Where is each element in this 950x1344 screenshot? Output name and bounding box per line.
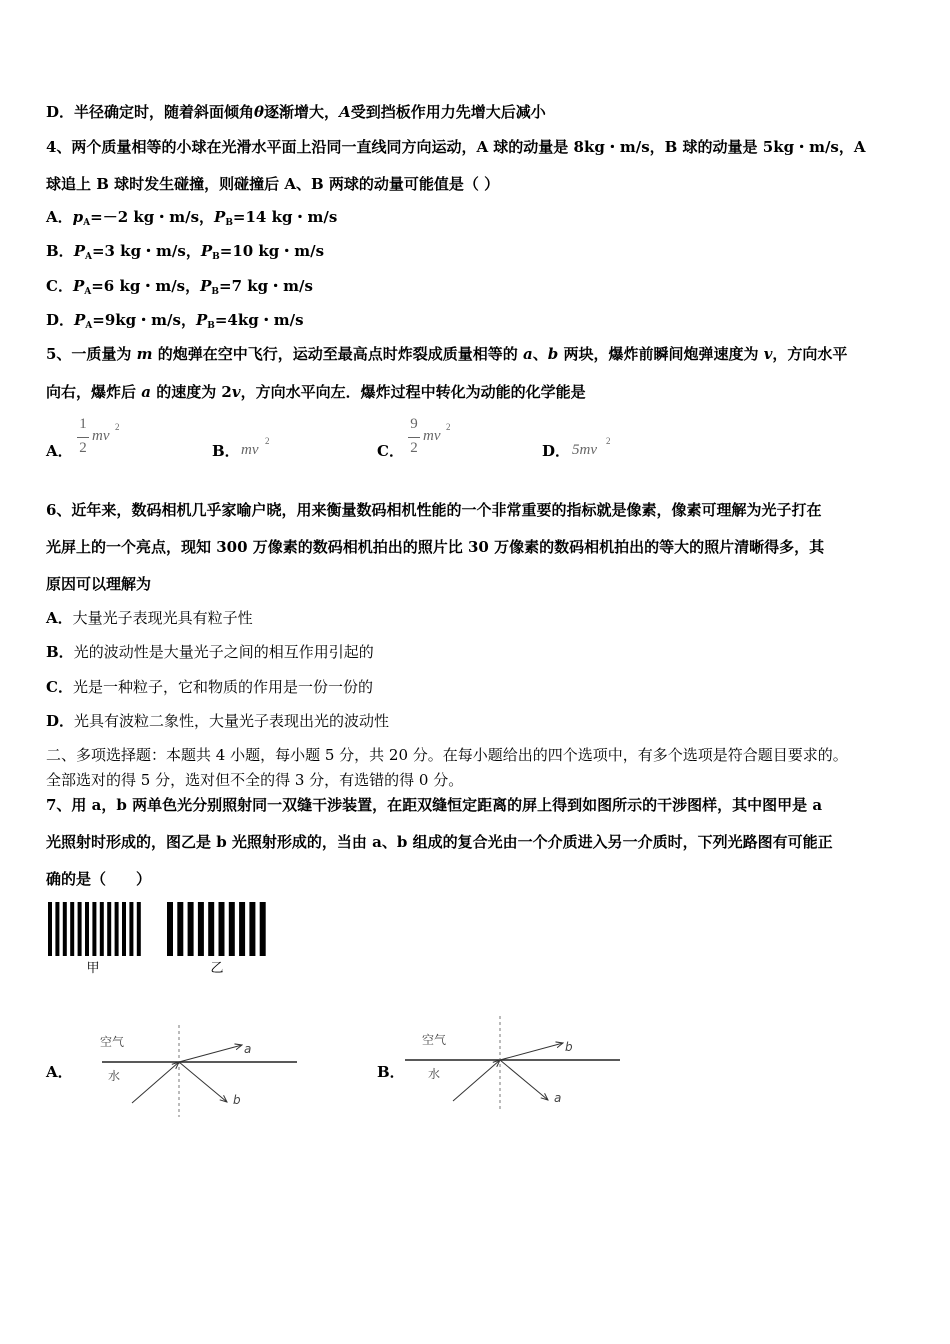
q4-stem-line-1: 4、两个质量相等的小球在光滑水平面上沿同一直线同方向运动，A 球的动量是 8kg・m/s，B 球的动量是 5kg・m/s，A — [46, 138, 866, 156]
q5-option-b-label[interactable]: B． — [212, 442, 240, 460]
fringe — [78, 902, 82, 956]
incident-ray — [132, 1062, 179, 1103]
fringe — [122, 902, 126, 956]
refracted-ray — [500, 1043, 563, 1060]
fringe — [100, 902, 104, 956]
reflected-ray — [179, 1062, 227, 1102]
fringe — [55, 902, 59, 956]
fringe — [129, 902, 133, 956]
air-label: 空气 — [100, 1035, 125, 1049]
ray-lower-label: a — [554, 1091, 562, 1105]
ray-upper-label: b — [565, 1040, 573, 1054]
q4-option-b[interactable]: B．$P_A=3$ kg・m/s，$P_B=10$ kg・m/s — [46, 242, 325, 262]
q4-option-c[interactable]: C．$P_A=6$ kg・m/s，$P_B=7$ kg・m/s — [46, 277, 313, 297]
q7-stem-line-1: 7、用 a，b 两单色光分别照射同一双缝干涉装置，在距双缝恒定距离的屏上得到如图所示的干涉图样，其中图甲是 a — [46, 796, 823, 814]
q7-option-b-diagram — [400, 1014, 625, 1114]
fringe — [188, 902, 194, 956]
section-2-scoring: 全部选对的得 5 分，选对但不全的得 3 分，有选错的得 0 分。 — [46, 771, 464, 789]
fringe — [70, 902, 74, 956]
fringe — [85, 902, 89, 956]
fringe — [107, 902, 111, 956]
q5-option-d-formula: 5mv 2 — [572, 436, 611, 458]
fringe — [137, 902, 141, 956]
interference-figure — [46, 898, 276, 980]
q5-option-a-label[interactable]: A． — [46, 442, 73, 460]
q3-option-d: D．半径确定时，随着斜面倾角θ逐渐增大，A受到挡板作用力先增大后减小 — [46, 103, 546, 121]
q6-stem-line-2: 光屏上的一个亮点，现知 300 万像素的数码相机拍出的照片比 30 万像素的数码相机拍出的等大的照片清晰得多，其 — [46, 538, 825, 556]
label-jia: 甲 — [86, 961, 100, 976]
q5-option-c-formula: 9 2 mv 2 — [408, 416, 468, 462]
q4-option-d[interactable]: D．$P_A=9kg$・m/s，$P_B=4kg$・m/s — [46, 311, 304, 331]
fringe — [115, 902, 119, 956]
q7-stem-line-2: 光照射时形成的，图乙是 b 光照射形成的，当由 a、b 组成的复合光由一个介质进入另一介质时，下列光路图有可能正 — [46, 833, 833, 851]
water-label: 水 — [428, 1067, 441, 1081]
ray-lower-label: b — [233, 1093, 241, 1107]
q5-stem-line-1: 5、一质量为 m 的炮弹在空中飞行，运动至最高点时炸裂成质量相等的 a、b 两块，爆炸前瞬间炮弹速度为 v，方向水平 — [46, 345, 848, 363]
q7-option-a-diagram — [92, 1020, 302, 1120]
fringe — [198, 902, 204, 956]
q7-stem-line-3: 确的是（ ） — [46, 870, 152, 888]
q4-option-a[interactable]: A．$p_A=-2$ kg・m/s，$P_B=14$ kg・m/s — [46, 208, 338, 228]
fringe — [167, 902, 173, 956]
q6-option-c[interactable]: C．光是一种粒子，它和物质的作用是一份一份的 — [46, 678, 373, 696]
incident-ray — [453, 1060, 500, 1101]
fringe — [63, 902, 67, 956]
ray-upper-label: a — [244, 1042, 252, 1056]
q6-option-a[interactable]: A．大量光子表现光具有粒子性 — [46, 609, 253, 627]
q6-stem-line-3: 原因可以理解为 — [46, 575, 152, 593]
fringe — [229, 902, 235, 956]
q5-option-c-label[interactable]: C． — [377, 442, 404, 460]
q5-stem-line-2: 向右，爆炸后 a 的速度为 2v，方向水平向左．爆炸过程中转化为动能的化学能是 — [46, 383, 586, 401]
fringe — [92, 902, 96, 956]
fringe — [48, 902, 52, 956]
q7-option-a-label[interactable]: A． — [46, 1063, 73, 1081]
water-label: 水 — [108, 1069, 121, 1083]
section-2-heading: 二、多项选择题：本题共 4 小题，每小题 5 分，共 20 分。在每小题给出的四个选项中，有多个选项是符合题目要求的。 — [46, 746, 848, 764]
q5-option-b-formula: mv 2 — [241, 436, 270, 458]
q4-stem-line-2: 球追上 B 球时发生碰撞，则碰撞后 A、B 两球的动量可能值是（ ） — [46, 175, 500, 193]
fringe — [219, 902, 225, 956]
fringe — [208, 902, 214, 956]
fringe — [177, 902, 183, 956]
pattern-jia — [48, 902, 141, 956]
q5-option-d-label[interactable]: D． — [542, 442, 571, 460]
reflected-ray — [500, 1060, 548, 1100]
fringe — [239, 902, 245, 956]
air-label: 空气 — [422, 1033, 447, 1047]
q7-option-b-label[interactable]: B． — [377, 1063, 405, 1081]
q6-option-b[interactable]: B．光的波动性是大量光子之间的相互作用引起的 — [46, 643, 374, 661]
label-yi: 乙 — [210, 961, 224, 976]
q6-option-d[interactable]: D．光具有波粒二象性，大量光子表现出光的波动性 — [46, 712, 390, 730]
fringe — [249, 902, 255, 956]
pattern-yi — [167, 902, 266, 956]
q5-option-a-formula: 1 2 mv 2 — [77, 416, 137, 462]
fringe — [260, 902, 266, 956]
q6-stem-line-1: 6、近年来，数码相机几乎家喻户晓，用来衡量数码相机性能的一个非常重要的指标就是像素，像素可理解为光子打在 — [46, 501, 822, 519]
refracted-ray — [179, 1045, 242, 1062]
